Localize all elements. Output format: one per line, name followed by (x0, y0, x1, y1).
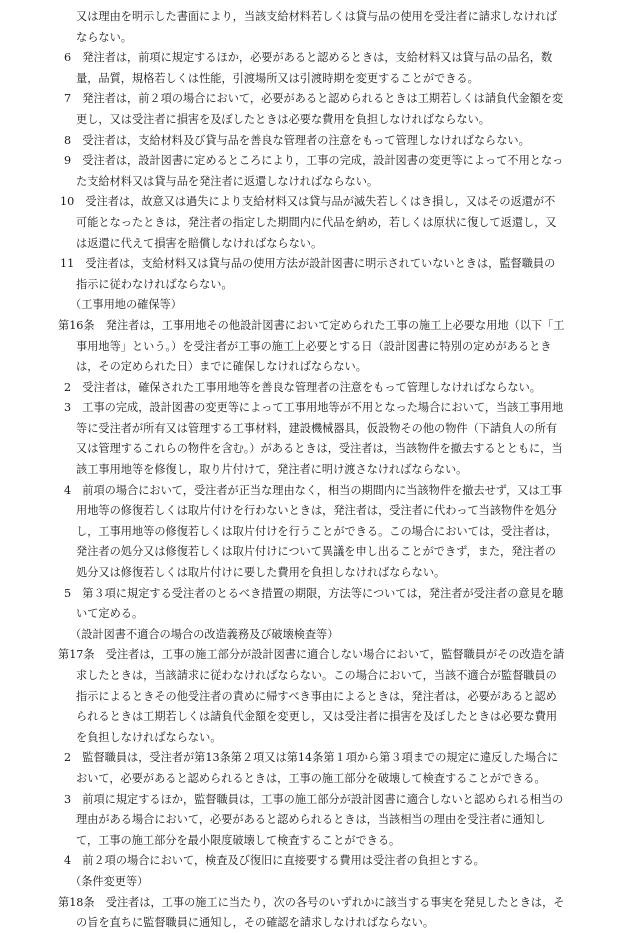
paragraph-16-2: 2 受注者は，確保された工事用地等を善良な管理者の注意をもって管理しなければならない。 (64, 380, 541, 394)
paragraph-17-4: 4 前２項の場合において，検査及び復旧に直接要する費用は受注者の負担とする。 (64, 854, 485, 868)
paragraph-16-3: 3 工事の完成，設計図書の変更等によって工事用地等が不用となった場合において，当該工事用地等に受注者が所有又は管理する工事材料，建設機械器具，仮設物その他の物件（下請負人の所有又は管理するこれらの物件を含む。）があるときは，受注者は，当該物件を撤去するとともに，当該工事用地等を修復し，取り片付けて，発注者に明け渡さなければならない。 (64, 401, 564, 477)
article-17: 第17条 受注者は，工事の施工部分が設計図書に適合しない場合において，監督職員がその改造を請求したときは，当該請求に従わなければならない。この場合において，当該不適合が監督職員の指示によるときその他受注者の責めに帰すべき事由によるときは，発注者は，必要があると認められるときは工期若しくは請負代金額を変更し，又は受注者に損害を及ぼしたときは必要な費用を負担しなければならない。 (58, 648, 565, 744)
section-heading-condition-change: （条件変更等） (70, 874, 149, 888)
article-18: 第18条 受注者は，工事の施工に当たり，次の各号のいずれかに該当する事実を発見したときは，その旨を直ちに監督職員に通知し，その確認を請求しなければならない。 (58, 895, 565, 930)
article-16: 第16条 発注者は，工事用地その他設計図書において定められた工事の施工上必要な用地（以下「工事用地等」という。）を受注者が工事の施工上必要とする日（設計図書に特別の定めがあるときは，その定められた日）までに確保しなければならない。 (58, 318, 565, 374)
section-heading-nonconformity: （設計図書不適合の場合の改造義務及び破壊検査等） (70, 627, 339, 641)
paragraph-15-6: 6 発注者は，前項に規定するほか，必要があると認めるときは，支給材料又は貸与品の品名，数量，品質，規格若しくは性能，引渡場所又は引渡時期を変更することができる。 (64, 51, 553, 85)
paragraph-15-8: 8 受注者は，支給材料及び貸与品を善良な管理者の注意をもって管理しなければならない。 (64, 133, 530, 147)
section-heading-site-securing: （工事用地の確保等） (70, 298, 182, 312)
paragraph-16-4: 4 前項の場合において，受注者が正当な理由なく，相当の期間内に当該物件を撤去せず，又は工事用地等の修復若しくは取片付けを行わないときは，発注者は，受注者に代わって当該物件を処分し，工事用地等の修復若しくは取片付けを行うことができる。この場合においては，受注者は，発注者の処分又は修復若しくは取片付けについて異議を申し出ることができず，また，発注者の処分又は修復若しくは取片付けに要した費用を負担しなければならない。 (64, 483, 563, 580)
paragraph-15-5-continuation: 又は理由を明示した書面により，当該支給材料若しくは貸与品の使用を受注者に請求しなければならない。 (76, 10, 558, 44)
paragraph-16-5: 5 第３項に規定する受注者のとるべき措置の期限，方法等については，発注者が受注者の意見を聴いて定める。 (64, 586, 564, 621)
paragraph-17-2: 2 監督職員は，受注者が第13条第２項又は第14条第１項から第３項までの規定に違反した場合において，必要があると認められるときは，工事の施工部分を破壊して検査することができる。 (64, 751, 559, 785)
paragraph-17-3: 3 前項に規定するほか，監督職員は，工事の施工部分が設計図書に適合しないと認められる相当の理由がある場合において，必要があると認められるときは，当該相当の理由を受注者に通知して，工事の施工部分を最小限度破壊して検査することができる。 (64, 792, 564, 847)
paragraph-15-9: 9 受注者は，設計図書に定めるところにより，工事の完成，設計図書の変更等によって不用となった支給材料又は貸与品を発注者に返還しなければならない。 (64, 154, 564, 188)
paragraph-15-11: 11 受注者は，支給材料又は貸与品の使用方法が設計図書に明示されていないときは，監督職員の指示に従わなければならない。 (60, 257, 556, 291)
paragraph-15-7: 7 発注者は，前２項の場合において，必要があると認められるときは工期若しくは請負代金額を変更し，又は受注者に損害を及ぼしたときは必要な費用を負担しなければならない。 (64, 92, 564, 126)
paragraph-15-10: 10 受注者は，故意又は過失により支給材料又は貸与品が滅失若しくはき損し，又はその返還が不可能となったときは，発注者の指定した期間内に代品を納め，若しくは原状に復して返還し，又は返還に代えて損害を賠償しなければならない。 (60, 195, 557, 250)
